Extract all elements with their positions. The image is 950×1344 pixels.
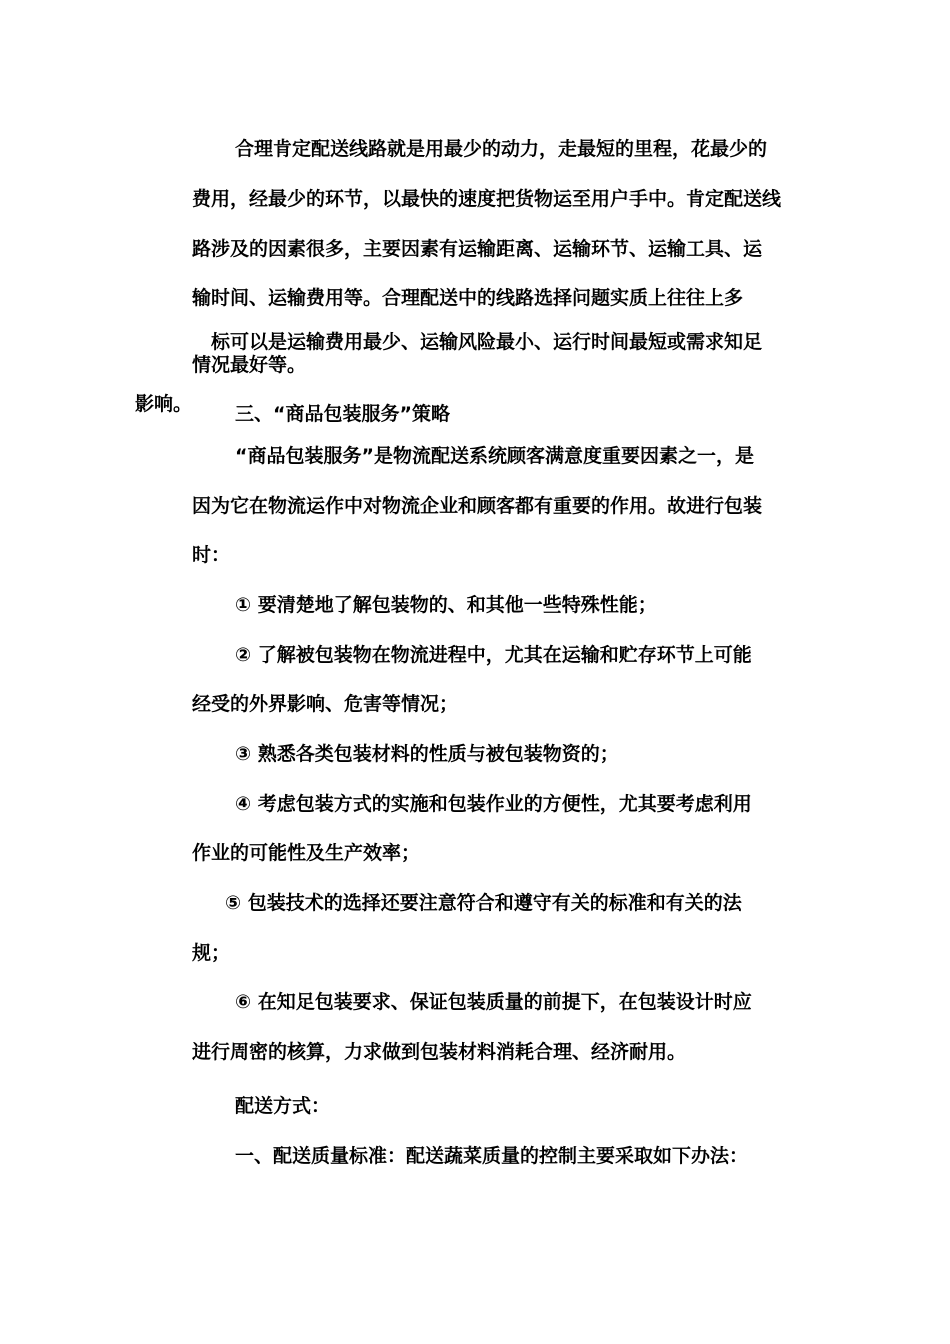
paragraph-line: 一、配送质量标准：配送蔬菜质量的控制主要采取如下办法： <box>235 1145 749 1167</box>
paragraph-line: 费用，经最少的环节，以最快的速度把货物运至用户手中。肯定配送线 <box>192 188 782 210</box>
list-item-continuation: 进行周密的核算，力求做到包装材料消耗合理、经济耐用。 <box>192 1041 687 1063</box>
list-item: ⑤ 包装技术的选择还要注意符合和遵守有关的标准和有关的法 <box>225 892 742 914</box>
list-item-continuation: 作业的可能性及生产效率； <box>192 842 421 864</box>
list-item: ② 了解被包装物在物流进程中，尤其在运输和贮存环节上可能 <box>235 644 752 666</box>
list-item: ④ 考虑包装方式的实施和包装作业的方便性，尤其要考虑利用 <box>235 793 752 815</box>
paragraph-line: 合理肯定配送线路就是用最少的动力，走最短的里程，花最少的 <box>235 138 768 160</box>
paragraph-line: 情况最好等。 <box>192 354 307 376</box>
paragraph-line: “商品包装服务”是物流配送系统顾客满意度重要因素之一，是 <box>235 445 754 467</box>
section-heading: 三、“商品包装服务”策略 <box>235 403 450 425</box>
list-item: ⑥ 在知足包装要求、保证包装质量的前提下，在包装设计时应 <box>235 991 752 1013</box>
paragraph-line: 路涉及的因素很多，主要因素有运输距离、运输环节、运输工具、运 <box>192 238 763 260</box>
paragraph-line: 因为它在物流运作中对物流企业和顾客都有重要的作用。故进行包装 <box>192 495 763 517</box>
section-heading: 配送方式： <box>235 1095 331 1117</box>
list-item-continuation: 经受的外界影响、危害等情况； <box>192 693 459 715</box>
paragraph-line: 输时间、运输费用等。合理配送中的线路选择问题实质上往往上多 <box>192 287 744 309</box>
list-item-continuation: 规； <box>192 942 231 964</box>
paragraph-line: 标可以是运输费用最少、运输风险最小、运行时间最短或需求知足 <box>211 331 763 353</box>
paragraph-line: 影响。 <box>135 393 193 415</box>
list-item: ③ 熟悉各类包装材料的性质与被包装物资的； <box>235 743 619 765</box>
list-item: ① 要清楚地了解包装物的、和其他一些特殊性能； <box>235 594 657 616</box>
paragraph-line: 时： <box>192 544 231 566</box>
